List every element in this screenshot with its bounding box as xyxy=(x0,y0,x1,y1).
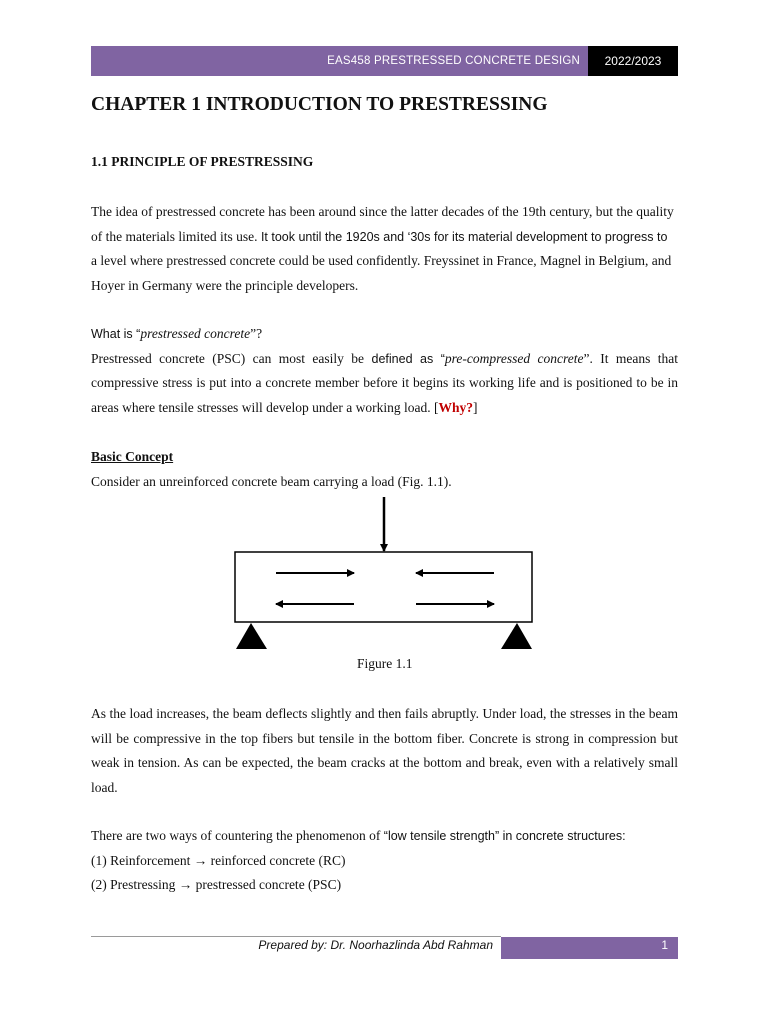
definition-term: pre-compressed concrete xyxy=(444,350,584,366)
question-suffix: ”? xyxy=(250,326,263,341)
intro-line-3: a level where prestressed concrete could be used confidently. Freyssinet in France, Magnel in Belgium, and xyxy=(91,253,672,268)
question-line xyxy=(91,322,678,347)
figure-caption: Figure 1.1 xyxy=(357,656,413,671)
left-support xyxy=(236,623,267,649)
intro-line-2b: It took until the 1920s and ‘30s for its material development to progress to xyxy=(257,229,668,244)
page-header xyxy=(91,46,678,76)
load-line-4: load. xyxy=(91,779,118,795)
chapter-title: CHAPTER 1 INTRODUCTION TO PRESTRESSING xyxy=(91,94,548,115)
section-title: 1.1 PRINCIPLE OF PRESTRESSING xyxy=(91,154,314,169)
header-course-title: EAS458 PRESTRESSED CONCRETE DESIGN xyxy=(91,46,588,76)
definition-line-3c: ] xyxy=(473,399,478,415)
header-year: 2022/2023 xyxy=(588,46,678,76)
definition-line-1b: defined as “ xyxy=(364,351,445,366)
ways-intro-b: “low tensile strength” in concrete structures: xyxy=(383,829,626,843)
ways-item-1: (1) Reinforcement → reinforced concrete (RC) xyxy=(91,852,346,868)
intro-line-4: Hoyer in Germany were the principle developers. xyxy=(91,277,359,293)
ways-item-2: (2) Prestressing → prestressed concrete (PSC) xyxy=(91,877,342,892)
intro-line-2 xyxy=(91,225,678,250)
question-prefix: What is “ xyxy=(91,327,141,341)
definition-line-3a: areas where tensile stresses will develop under a working load. [ xyxy=(91,399,439,415)
figure-beam-diagram xyxy=(234,495,534,655)
intro-line-2a: of the materials limited its use. xyxy=(91,228,258,244)
definition-line-1d: ”. It means that xyxy=(583,350,678,366)
beam-rectangle xyxy=(235,552,532,622)
basic-concept-text: Consider an unreinforced concrete beam carrying a load (Fig. 1.1). xyxy=(91,474,452,489)
definition-line-3 xyxy=(91,396,678,421)
question-term: prestressed concrete xyxy=(140,326,251,341)
ways-paragraph xyxy=(91,824,678,898)
why-highlight: Why? xyxy=(438,399,474,415)
footer-prepared-by: Prepared by: Dr. Noorhazlinda Abd Rahman xyxy=(258,938,493,952)
ways-intro-a: There are two ways of countering the phenomenon of xyxy=(91,828,384,843)
definition-line-2: compressive stress is put into a concrete member before it begins its working life and is positioned to be in xyxy=(91,375,678,390)
definition-paragraph xyxy=(91,322,678,420)
right-support xyxy=(501,623,532,649)
load-line-2: will be compressive in the top fibers but tensile in the bottom fiber. Concrete is strong in compression but xyxy=(91,730,678,746)
intro-paragraph xyxy=(91,200,678,298)
load-line-3: weak in tension. As can be expected, the beam cracks at the bottom and break, even with a relatively small xyxy=(91,755,678,770)
basic-concept-heading: Basic Concept xyxy=(91,449,174,464)
definition-line-1 xyxy=(91,347,678,372)
ways-intro xyxy=(91,824,678,849)
basic-concept-text-block xyxy=(91,470,678,495)
intro-line-1: The idea of prestressed concrete has been around since the latter decades of the 19th century, but the quality xyxy=(91,204,674,219)
load-line-1: As the load increases, the beam deflects slightly and then fails abruptly. Under load, the stresses in the beam xyxy=(91,706,678,721)
footer-page-number: 1 xyxy=(501,937,678,959)
load-paragraph xyxy=(91,702,678,800)
definition-line-1a: Prestressed concrete (PSC) can most easily be xyxy=(91,350,365,366)
